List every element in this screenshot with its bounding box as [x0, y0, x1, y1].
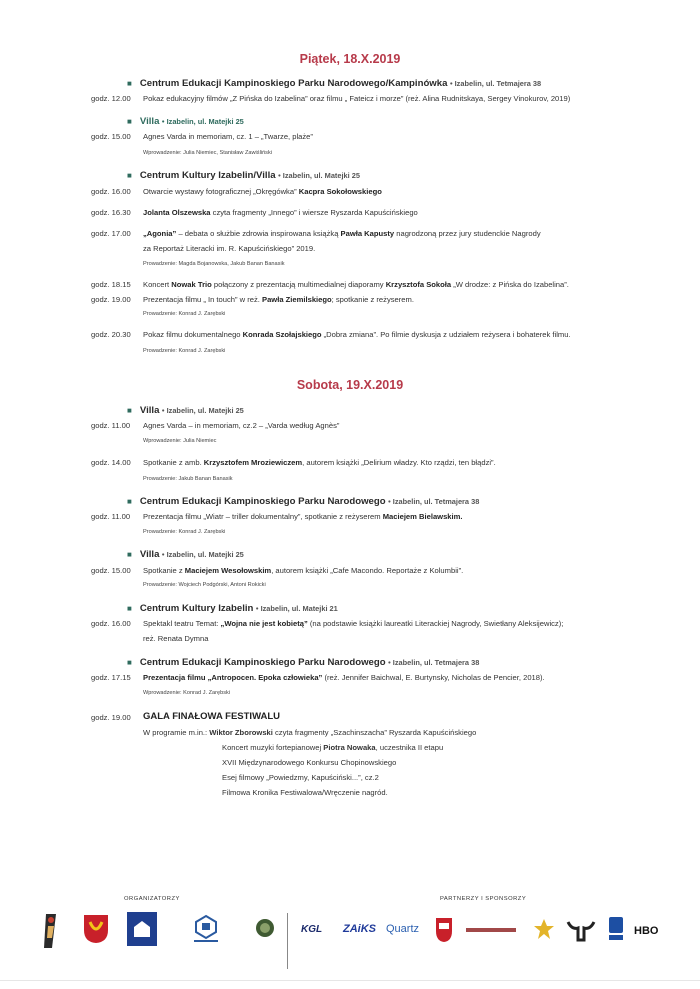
event-text: Otwarcie wystawy fotograficznej „Okręgówka” Kacpra Sokołowskiego: [143, 187, 382, 196]
gala-title: GALA FINAŁOWA FESTIWALU: [143, 711, 281, 722]
event-text: Koncert Nowak Trio połączony z prezentacją multimedialnej diaporamy Krzysztofa Sokoła „W drodze: z Pińska do Izabelina”.: [143, 280, 569, 289]
event-time: godz. 15.00: [91, 566, 131, 575]
bullet-icon: ■: [127, 79, 132, 88]
gala-line: Esej filmowy „Powiedzmy, Kapuściński...”, cz.2: [222, 773, 379, 782]
event-time: godz. 17.15: [91, 673, 131, 682]
event-note: Wprowadzenie: Konrad J. Zarębski: [143, 690, 231, 696]
event-text: „Agonia” – debata o służbie zdrowia inspirowana książką Pawła Kapusty nagrodzoną przez jury studenckie Nagrody: [143, 229, 541, 238]
gala-line: XVII Międzynarodowego Konkursu Chopinowskiego: [222, 758, 397, 767]
event-time: godz. 20.30: [91, 330, 131, 339]
event-time: godz. 19.00: [91, 295, 131, 304]
event-time: godz. 16.00: [91, 619, 131, 628]
event-text: Agnes Varda in memoriam, cz. 1 – „Twarze, plaże”: [143, 132, 313, 141]
event-note: Prowadzenie: Konrad J. Zarębski: [143, 311, 226, 317]
gala-line: W programie m.in.: Wiktor Zborowski czyta fragmenty „Szachinszacha” Ryszarda Kapuścińskiego: [143, 728, 477, 737]
bullet-icon: ■: [127, 171, 132, 180]
event-time: godz. 19.00: [91, 713, 131, 722]
event-text: Prezentacja filmu „ In touch” w reż. Pawła Ziemilskiego; spotkanie z reżyserem.: [143, 295, 414, 304]
partners-label: PARTNERZY I SPONSORZY: [440, 896, 527, 902]
hbo-logo: HBO: [634, 925, 659, 937]
venue-heading: ■ Centrum Edukacji Kampinoskiego Parku Narodowego • Izabelin, ul. Tetmajera 38: [127, 657, 480, 668]
bullet-icon: ■: [127, 550, 132, 559]
kampinos-park-logo-icon: [255, 918, 275, 938]
event-time: godz. 18.15: [91, 280, 131, 289]
event-time: godz. 11.00: [91, 421, 131, 430]
event-note: Wprowadzenie: Julia Niemiec, Stanisław Zawiśliński: [143, 150, 273, 156]
event-time: godz. 12.00: [91, 94, 131, 103]
venue-heading: ■ Centrum Kultury Izabelin • Izabelin, ul. Matejki 21: [127, 603, 338, 614]
event-time: godz. 11.00: [91, 512, 131, 521]
library-logo-icon: [194, 914, 218, 944]
gala-line: Koncert muzyki fortepianowej Piotra Nowaka, uczestnika II etapu: [222, 743, 444, 752]
event-text: Pokaz filmu dokumentalnego Konrada Szołajskiego „Dobra zmiana”. Po filmie dyskusja z udziałem reżysera i bohaterek filmu.: [143, 330, 571, 339]
event-text: Spotkanie z Maciejem Wesołowskim, autorem książki „Cafe Macondo. Reportaże z Kolumbii”.: [143, 566, 464, 575]
event-text: Spotkanie z amb. Krzysztofem Mroziewiczem, autorem książki „Delirium władzy. Kto rządzi, ten błądzi”.: [143, 458, 496, 467]
radio-logo-icon: [609, 917, 623, 941]
bison-logo-icon: [566, 918, 596, 942]
venue-heading: ■ Villa • Izabelin, ul. Matejki 25: [127, 549, 244, 560]
venue-heading: ■ Centrum Edukacji Kampinoskiego Parku Narodowego • Izabelin, ul. Tetmajera 38: [127, 496, 480, 507]
page-bottom-edge: [0, 980, 700, 981]
footer-divider: [287, 913, 288, 969]
event-text: reż. Renata Dymna: [143, 634, 209, 643]
festival-logo-icon: [40, 912, 62, 950]
venue-heading: ■ Villa • Izabelin, ul. Matejki 25: [127, 405, 244, 416]
event-time: godz. 16.00: [91, 187, 131, 196]
venue-heading: ■ Centrum Kultury Izabelin/Villa • Izabelin, ul. Matejki 25: [127, 170, 360, 181]
bullet-icon: ■: [127, 497, 132, 506]
izabelin-coat-of-arms-icon: [83, 914, 109, 944]
event-note: Prowadzenie: Konrad J. Zarębski: [143, 348, 226, 354]
event-time: godz. 15.00: [91, 132, 131, 141]
event-text: Jolanta Olszewska czyta fragmenty „Innego” i wiersze Ryszarda Kapuścińskiego: [143, 208, 418, 217]
mc-mazurkas-logo-icon: [466, 924, 516, 936]
event-text: Spektakl teatru Temat: „Wojna nie jest kobietą” (na podstawie książki laureatki Literackiej Nagrody, Swietłany Aleksijewicz);: [143, 619, 564, 628]
day-title-saturday: Sobota, 19.X.2019: [296, 378, 404, 392]
event-time: godz. 16.30: [91, 208, 131, 217]
bullet-icon: ■: [127, 604, 132, 613]
pinsk-coat-of-arms-icon: [435, 917, 453, 943]
event-note: Prowadzenie: Jakub Banan Banasik: [143, 476, 233, 482]
event-note: Wprowadzenie: Julia Niemiec: [143, 438, 217, 444]
venue-heading: ■ Villa • Izabelin, ul. Matejki 25: [127, 116, 244, 127]
kgl-logo: KGL: [301, 924, 323, 935]
event-note: Prowadzenie: Konrad J. Zarębski: [143, 529, 226, 535]
organizers-label: ORGANIZATORZY: [124, 896, 180, 902]
event-text: Agnes Varda – in memoriam, cz.2 – „Varda według Agnès”: [143, 421, 340, 430]
event-text: Pokaz edukacyjny filmów „Z Pińska do Izabelina” oraz filmu „ Fateicz i morze” (reż. Alina Rudnitskaya, Sergey Vinokurov, 2019): [143, 94, 571, 103]
bullet-icon: ■: [127, 117, 132, 126]
quartz-logo: Quartz: [386, 923, 420, 935]
event-time: godz. 14.00: [91, 458, 131, 467]
sponsor-star-logo-icon: [533, 918, 555, 940]
bullet-icon: ■: [127, 406, 132, 415]
event-text: Prezentacja filmu „Wiatr – triller dokumentalny”, spotkanie z reżyserem Maciejem Bielawskim.: [143, 512, 463, 521]
event-note: Prowadzenie: Magda Bojanowska, Jakub Banan Banasik: [143, 261, 285, 267]
event-text: za Reportaż Literacki im. R. Kapuścińskiego” 2019.: [143, 244, 316, 253]
event-text: Prezentacja filmu „Antropocen. Epoka człowieka” (reż. Jennifer Baichwal, E. Burtynsky, Nicholas de Pencier, 2018).: [143, 673, 545, 682]
event-time: godz. 17.00: [91, 229, 131, 238]
venue-heading: ■ Centrum Edukacji Kampinoskiego Parku Narodowego/Kampinówka • Izabelin, ul. Tetmajera 38: [127, 78, 542, 89]
zaiks-logo: ZAiKS: [343, 923, 376, 935]
gala-line: Filmowa Kronika Festiwalowa/Wręczenie nagród.: [222, 788, 388, 797]
gmina-logo-icon: [127, 912, 157, 946]
bullet-icon: ■: [127, 658, 132, 667]
day-title-friday: Piątek, 18.X.2019: [299, 52, 401, 66]
event-note: Prowadzenie: Wojciech Podgórski, Antoni Rokicki: [143, 582, 266, 588]
